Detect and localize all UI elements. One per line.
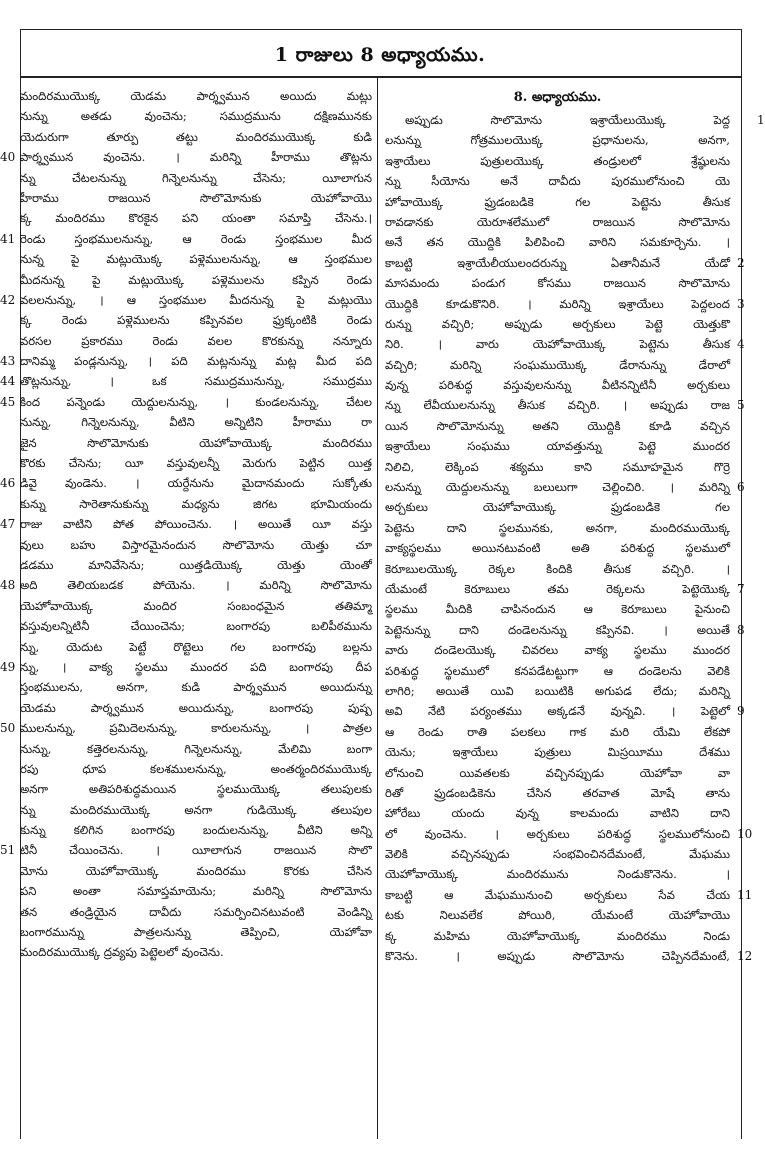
text-line [0,718,372,738]
text-line [20,616,372,636]
text-line [0,473,372,493]
header-rule [20,76,742,78]
text-line [385,110,765,130]
text-line [385,171,730,191]
line-text: అనగా అతిపరిశుద్ధమయిన స్థలముయొక్క తలుపులకు [20,782,372,797]
line-text: యెహోవాయొక్క మందిర సంబంధమైన తతిమ్మా [20,598,372,613]
line-text: జైన సొలొమోనుకు యెహోవాయొక్క మందిరము [20,435,372,450]
text-line [385,273,730,293]
text-line [385,926,730,946]
line-text: లనున్ను గోత్రములయొక్క ప్రధానులను, అనగా, [385,133,730,148]
text-line [385,803,730,823]
line-text: రెండు స్తంభములనున్ను, ఆ రెండు స్తంభముల మీద [20,231,372,246]
line-text: టినీ చేయించెను. । యీలాగున రాజయిన సొలొ [20,843,372,858]
text-line [20,861,372,881]
line-text: అప్పుడు సొలొమోను ఇశ్రాయేలుయొక్క పెద్ద [405,113,730,127]
text-line [0,392,372,412]
text-line [20,739,372,759]
line-text: లోనుంచి యివతలకు వచ్చినప్పుడు యెహోవా వా [385,765,730,780]
line-text: టకు నిలువలేక పోయిరి, యేమంటే యెహోవాయొ [385,908,730,923]
line-text: నిలిచి, లెక్కింప శక్యము కాని సమూహమైన గొర్రె [385,459,730,474]
line-text: మందిరముయొక్క యెడమ పార్శ్వమున అయిదు మట్లు [20,89,372,103]
text-line [385,824,753,844]
verse-number: 1 [757,113,765,127]
line-text: కింద పన్నెండు యెద్దులనున్ను, । కుండలనున్ను, చేటల [20,394,372,409]
line-text: యెను; ఇశ్రాయేలు పుత్రులు మిస్రయీము దేశము [385,745,730,760]
line-text: యొద్దికి కూడుకొనిరి. । మరిన్ని ఇశ్రాయేలు పెద్దలంద [385,296,730,311]
line-text: అవి నేటి పర్యంతము అక్కడనే వున్నవి. । పెట్టెలో [385,704,730,719]
text-line [20,677,372,697]
line-text: నున్ను అతడు వుంచెను; సముద్రమును దక్షిణమునకు [20,109,372,124]
verse-number: 7 [737,581,745,596]
text-line [385,192,730,212]
line-text: రితో ఫ్రుడంబడికెను చేసిన తరవాత మోషే తాను [385,785,730,800]
line-text: పెట్టెనున్ను దాని దండెలనున్ను కప్పినవి. । అయితే [385,622,730,637]
line-text: రపు ధూప కలశములనున్ను, అంతర్మందిరముయొక్క [20,761,372,776]
text-line [385,661,730,681]
text-line [385,416,730,436]
text-line [0,290,372,310]
line-text: రావడానకు యెరూశలేములో రాజయిన సొలొమోను [385,214,730,229]
text-line [385,457,730,477]
verse-number: 44 [0,374,16,389]
verse-number: 3 [737,296,745,311]
text-line [385,538,730,558]
line-text: మాసమందు పండుగ కోసము రాజయిన సొలొమోను [385,276,730,291]
text-line [20,270,372,290]
line-text: నున్ను, కత్తెరలనున్ను, గిన్నెలనున్ను, మేలిమి బంగా [20,741,372,756]
text-line [385,559,730,579]
page-header: 1 రాజులు 8 అధ్యాయము. [274,44,486,66]
text-line [385,375,730,395]
line-text: కాబట్టి ఆ మేఘమునుంచి అర్చకులు సేవ చేయ [385,887,730,902]
text-line [0,575,372,595]
text-line [385,599,730,619]
line-text: తన తండ్రియైన దావీదు సమర్పించినటువంటి వెండిన్ని [20,904,372,919]
line-text: పార్శ్వమున వుంచెను. । మరిన్ని హీరాము తొట్లను [20,150,372,165]
verse-number: 50 [0,721,16,736]
text-line [20,922,372,942]
verse-number: 12 [737,949,753,964]
line-text: యెడమ పార్శ్వమున అయిదున్ను, బంగారపు పుష్ప [20,700,372,715]
text-line [385,579,745,599]
line-text: న్ను, । వాక్య స్థలము ముందర పది బంగారపు దీప [20,659,372,674]
text-line [20,494,372,514]
line-text: ములనున్ను, ప్రమిదెలనున్ను, కారులనున్ను, । పాత్రల [20,721,372,736]
line-text: యెదురుగా తూర్పు తట్టు మందిరముయొక్క కుడి [20,129,372,144]
line-text: ఇశ్రాయేలు సంఘము యావత్తున్ను పెట్టె ముందర [385,439,730,454]
line-text: క్క మందిరము కొరకైన పని యంతా సమాప్తి చేసెను.। [20,211,372,226]
line-text: లనున్ను యెద్దులనున్ను బలులుగా చెల్లించిరి. । మరిన్ని [385,480,730,495]
text-line [385,722,730,742]
line-text: దానిమ్మ పండ్లనున్ను, । పది మట్లనున్ను మట్ల మీద పది [20,354,372,369]
text-line [20,759,372,779]
text-line [20,555,372,575]
line-text: న్ను, యెదుట పెట్టే రొట్టెలు గల బంగారపు బల్లను [20,639,372,654]
text-line [385,497,730,517]
line-text: నున్న పై మట్లుయొక్క పళ్లెములనున్ను, ఆ స్తంభముల [20,252,372,267]
line-text: డివై వుండెను. । యర్దేనును మైదానమందు సుక్కోతు [20,476,372,491]
text-line [20,698,372,718]
text-line [0,514,372,534]
verse-number: 42 [0,292,16,307]
text-line [385,640,730,660]
verse-number: 4 [737,337,745,352]
line-text: వున్న పరిశుద్ధ వస్తువులనున్ను వీటినన్నిటినీ అర్చకులు [385,378,730,393]
line-text: లాగిరి; అయితే యివి బయిటికి అగుపడ లేదు; మరిన్ని [385,683,730,698]
text-line [385,395,745,415]
line-text: వచ్చిరి; మరిన్ని సంఘముయొక్క డేరానున్ను డేరాలో [385,357,730,372]
verse-number: 46 [0,476,16,491]
line-text: హోవాయొక్క ఫ్రుడంబడికె గల పెట్టెను తీసుక [385,194,730,209]
text-line [385,783,730,803]
text-line [20,902,372,922]
verse-number: 43 [0,354,16,369]
text-line [0,351,372,371]
line-text: వరసల ప్రకారము రెండు వలల కొరకున్ను నన్నూరు [20,333,372,348]
verse-number: 40 [0,150,16,165]
line-text: కున్ను కలిగిన బంగారపు బందులనున్ను, వీటిని అన్ని [20,823,372,838]
line-text: కాబట్టి ఇశ్రాయేలీయులందరున్ను ఏతానీమనే యేడో [385,255,730,270]
line-text: హోరేబు యందు వున్న కాలమందు వాటిని దాని [385,806,730,821]
verse-number: 48 [0,578,16,593]
text-line [385,294,745,314]
line-text: న్ను చేటలనున్ను గిన్నెలనున్ను చేసెను; యీలాగున [20,170,372,185]
line-text: కున్ను సారెతానుకున్ను మధ్యను జిగట భూమియందు [20,496,372,511]
verse-number: 41 [0,231,16,246]
line-text: న్ను లేవీయులనున్ను తీసుక వచ్చిరి. । అప్పుడు రాజ [385,398,730,413]
line-text: న్ను సీయోను అనే దావీదు పురములోనుంచి యె [385,174,730,189]
line-text: యేమంటే కెరూబులు తమ రెక్కలను పెట్టెయొక్క [385,581,730,596]
verse-number: 47 [0,517,16,532]
verse-number: 9 [737,704,745,719]
text-line [20,820,372,840]
text-line [20,535,372,555]
text-line [385,232,730,252]
line-text: క్క మహిమ యెహోవాయొక్క మందిరము నిండు [385,928,730,943]
text-line [20,596,372,616]
text-line [385,701,745,721]
right-column [385,86,765,966]
line-text: రున్ను వచ్చిరి; అప్పుడు అర్చకులు పెట్టె యెత్తుకొ [385,316,730,331]
text-line [20,331,372,351]
line-text: వలలనున్ను, । ఆ స్తంభముల మీదనున్న పై మట్లుయొ [20,292,372,307]
text-line [385,253,745,273]
line-text: పరిశుద్ధ స్థలములో కనపడేటట్టుగా ఆ దండెలను వెలికి [385,663,730,678]
line-text: యెహోవాయొక్క మందిరమును నిండుకొనెను. । [385,867,730,882]
verse-number: 6 [737,480,745,495]
text-line [385,763,730,783]
text-line [0,840,372,860]
text-line [385,864,730,884]
text-line [0,657,372,677]
line-text: వాక్యస్థలము అయినటువంటి అతి పరిశుద్ధ స్థలములో [385,541,730,556]
text-line [20,800,372,820]
text-line [385,844,730,864]
line-text: లో వుంచెను. । అర్చకులు పరిశుద్ధ స్థలములోనుంచి [385,826,730,841]
line-text: వెలికి వచ్చినప్పుడు సంభవించినదేమంటే, మేఘము [385,847,730,862]
text-line [20,433,372,453]
text-line [20,779,372,799]
text-line [20,881,372,901]
line-text: హీరాము రాజయిన సొలొమోనుకు యెహోవాయొ [20,190,372,205]
text-line [20,168,372,188]
line-text: స్తంభములను, అనగా, కుడి పార్శ్వమున అయిదున్ను [20,680,372,695]
line-text: మందిరముయొక్క ద్రవ్యపు పెట్టెలలో వుంచెను. [20,945,224,960]
text-line [385,334,745,354]
text-line [385,742,730,762]
text-line [20,249,372,269]
text-line [20,106,372,126]
column-divider [377,78,378,1139]
verse-number: 11 [737,887,753,902]
text-line [385,355,730,375]
text-line [0,147,372,167]
verse-number: 51 [0,843,16,858]
top-rule [20,29,742,30]
line-text: రాజు వాటిని పోత పోయించెను. । అయితే యీ వస్తు [20,517,372,532]
line-text: కెరూబులయొక్క రెక్కల కిందికి తీసుక వచ్చిరి. । [385,561,730,576]
chapter-heading: 8. అధ్యాయము. [513,90,602,105]
text-line [385,477,745,497]
line-text: నిరి. । వారు యెహోవాయొక్క పెట్టెను తీసుక [385,337,730,352]
verse-number: 2 [737,255,745,270]
text-line [385,212,730,232]
verse-number: 5 [737,398,745,413]
line-text: మీదనున్న పై మట్లుయొక్క పళ్లెములను కప్పిన రెండు [20,272,372,287]
line-text: కొనెను. । అప్పుడు సొలొమోను చెప్పినదేమంటే, [385,949,730,964]
line-text: నున్ను, గిన్నెలనున్ను, వీటిని అన్నిటిని హీరాము రా [20,415,372,430]
text-line [385,885,753,905]
text-line [385,130,730,150]
text-line [0,229,372,249]
line-text: యిన సొలొమోనున్ను అతని యొద్దికి కూడి వచ్చిన [385,418,730,433]
line-text: స్థలము మీదికి చాపినందున ఆ కెరూబులు పైనుంచి [385,602,730,617]
verse-number: 8 [737,622,745,637]
line-text: ఇశ్రాయేలు పుత్రులయొక్క తండ్రులలో శ్రేష్ఠులను [385,153,730,168]
left-column [0,86,372,963]
line-text: న్ను మందిరముయొక్క అనగా గుడియొక్క తలుపుల [20,802,372,817]
text-line [0,371,372,391]
text-line [20,412,372,432]
text-line [385,314,730,334]
text-line [20,208,372,228]
verse-number: 10 [737,826,753,841]
line-text: అది తెలియబడక పోయెను. । మరిన్ని సొలొమోను [20,578,372,593]
text-line [385,518,730,538]
line-text: డడము మానివేసెను; యిత్తడియొక్క యెత్తు యెంతో [20,557,372,572]
line-text: క్క రెండు పళ్లెములను కప్పినవల ఫ్రుక్కంటికి రెండు [20,313,372,328]
text-line [20,310,372,330]
text-line [385,681,730,701]
verse-number: 45 [0,394,16,409]
verse-number: 49 [0,659,16,674]
line-text: బంగారమున్ను పాత్రలనున్ను తెప్పించి, యెహోవా [20,925,372,940]
line-text: అనే తన యొద్దికి పిలిపించి వారిని సమకూర్చెను. । [385,235,730,250]
line-text: పెట్టెను దాని స్థలమునకు, అనగా, మందిరముయొక్క [385,520,730,535]
line-text: వస్తువులన్నిటినీ చేయించెను; బంగారపు బలిపీఠమును [20,619,372,634]
text-line [20,188,372,208]
text-line [20,637,372,657]
line-text: వులు బహు విస్తారమైనందున సొలొమోను యెత్తు చూ [20,537,372,552]
line-text: ఆ రెండు రాతి పలకలు గాక మరి యేమి లేకపో [385,724,730,739]
text-line [385,436,730,456]
line-text: వారు దండెలయొక్క చివరలు వాక్య స్థలము ముందర [385,643,730,658]
line-text: కొరకు చేసెను; యీ వస్తువులన్నీ మెరుగు పెట్టిన యిత్త [20,456,372,471]
text-line [20,86,372,106]
line-text: మోను యెహోవాయొక్క మందిరము కొరకు చేసిన [20,863,372,878]
text-line [385,620,745,640]
line-text: తొట్లనున్ను, । ఒక సముద్రమునున్ను, సముద్రము [20,374,372,389]
text-line [385,946,753,966]
text-line [385,905,730,925]
text-line [20,127,372,147]
text-line [385,151,730,171]
text-line [20,942,372,962]
line-text: అర్చకులు యెహోవాయొక్క ఫ్రుడంబడికె గల [385,500,730,515]
text-line [20,453,372,473]
line-text: పని అంతా సమాప్తమాయెను; మరిన్ని సొలొమోను [20,884,372,899]
